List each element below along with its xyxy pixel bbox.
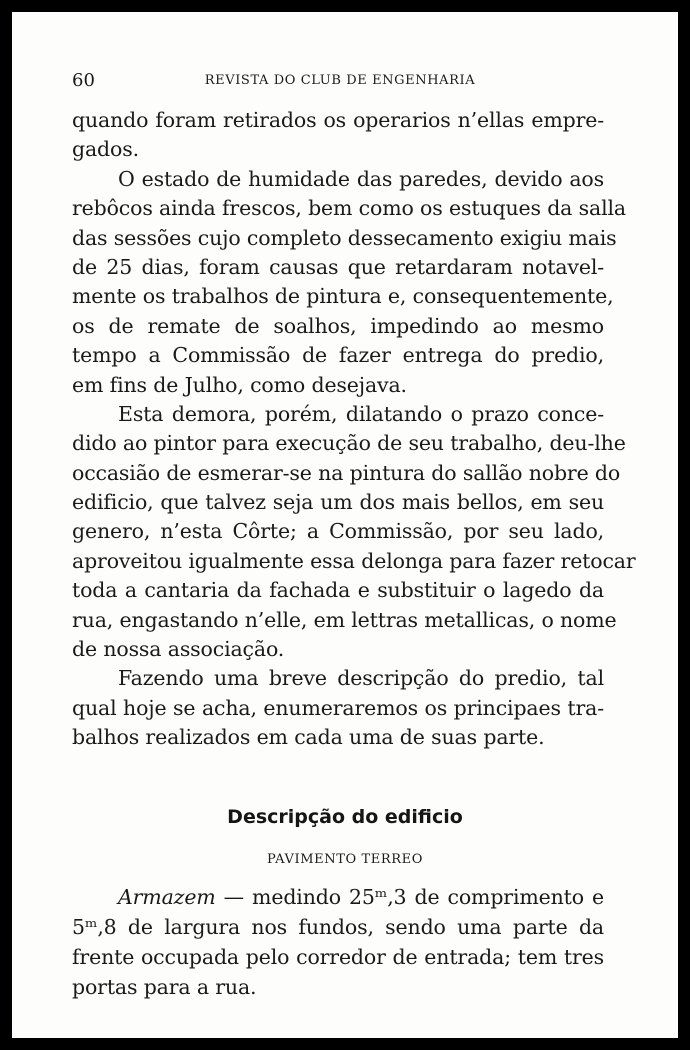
sub-heading: PAVIMENTO TERREO bbox=[267, 852, 423, 867]
section-heading: Descripção do edificio bbox=[227, 806, 463, 828]
book-page bbox=[12, 12, 678, 1038]
armazem-term: Armazem bbox=[118, 885, 216, 909]
text-line: occasião de esmerar-se na pintura do sallão nobre do bbox=[72, 460, 621, 485]
running-title: REVISTA DO CLUB DE ENGENHARIA bbox=[204, 73, 476, 88]
text-line: gados. bbox=[72, 137, 139, 162]
text-line: rua, engastando n’elle, em lettras metallicas, o nome bbox=[72, 607, 617, 632]
text-line: os de remate de soalhos, impedindo ao mesmo bbox=[72, 313, 604, 338]
text-line: tempo a Commissão de fazer entrega do predio, bbox=[72, 343, 604, 368]
text-line: frente occupada pelo corredor de entrada; tem tres bbox=[72, 945, 604, 969]
text-line: aproveitou igualmente essa delonga para fazer retocar bbox=[72, 548, 636, 573]
body-text bbox=[72, 106, 636, 753]
text-line: das sessões cujo completo dessecamento exigiu mais bbox=[72, 225, 617, 250]
text-line: rebôcos ainda frescos, bem como os estuques da salla bbox=[72, 196, 626, 221]
text-line: dido ao pintor para execução de seu trabalho, deu-lhe bbox=[72, 431, 626, 456]
text-line: Fazendo uma breve descripção do predio, tal bbox=[118, 666, 604, 691]
text-line: em fins de Julho, como desejava. bbox=[72, 372, 407, 397]
text-line: de 25 dias, foram causas que retardaram notavel- bbox=[72, 254, 604, 279]
armazem-paragraph bbox=[72, 882, 604, 1002]
text-line bbox=[72, 882, 604, 912]
text-line: O estado de humidade das paredes, devido aos bbox=[118, 166, 604, 191]
text-line: quando foram retirados os operarios n’ellas empre- bbox=[72, 108, 604, 132]
text-line: balhos realizados em cada uma de suas parte. bbox=[72, 725, 545, 750]
text-line: qual hoje se acha, enumeraremos os principaes tra- bbox=[72, 695, 604, 720]
text-line: Esta demora, porém, dilatando o prazo conce- bbox=[118, 401, 604, 426]
text-line: mente os trabalhos de pintura e, consequentemente, bbox=[72, 284, 614, 309]
page-number: 60 bbox=[72, 70, 95, 91]
armazem-line1-rest: — medindo 25ᵐ,3 de comprimento e bbox=[215, 885, 604, 909]
text-line: portas para a rua. bbox=[72, 975, 257, 999]
text-line: de nossa associação. bbox=[72, 637, 285, 662]
page-header bbox=[72, 70, 608, 94]
text-line: 5ᵐ,8 de largura nos fundos, sendo uma parte da bbox=[72, 915, 604, 939]
text-line: edificio, que talvez seja um dos mais bellos, em seu bbox=[72, 490, 604, 515]
text-line: toda a cantaria da fachada e substituir o lagedo da bbox=[72, 578, 604, 603]
text-line: genero, n’esta Côrte; a Commissão, por seu lado, bbox=[72, 519, 604, 544]
